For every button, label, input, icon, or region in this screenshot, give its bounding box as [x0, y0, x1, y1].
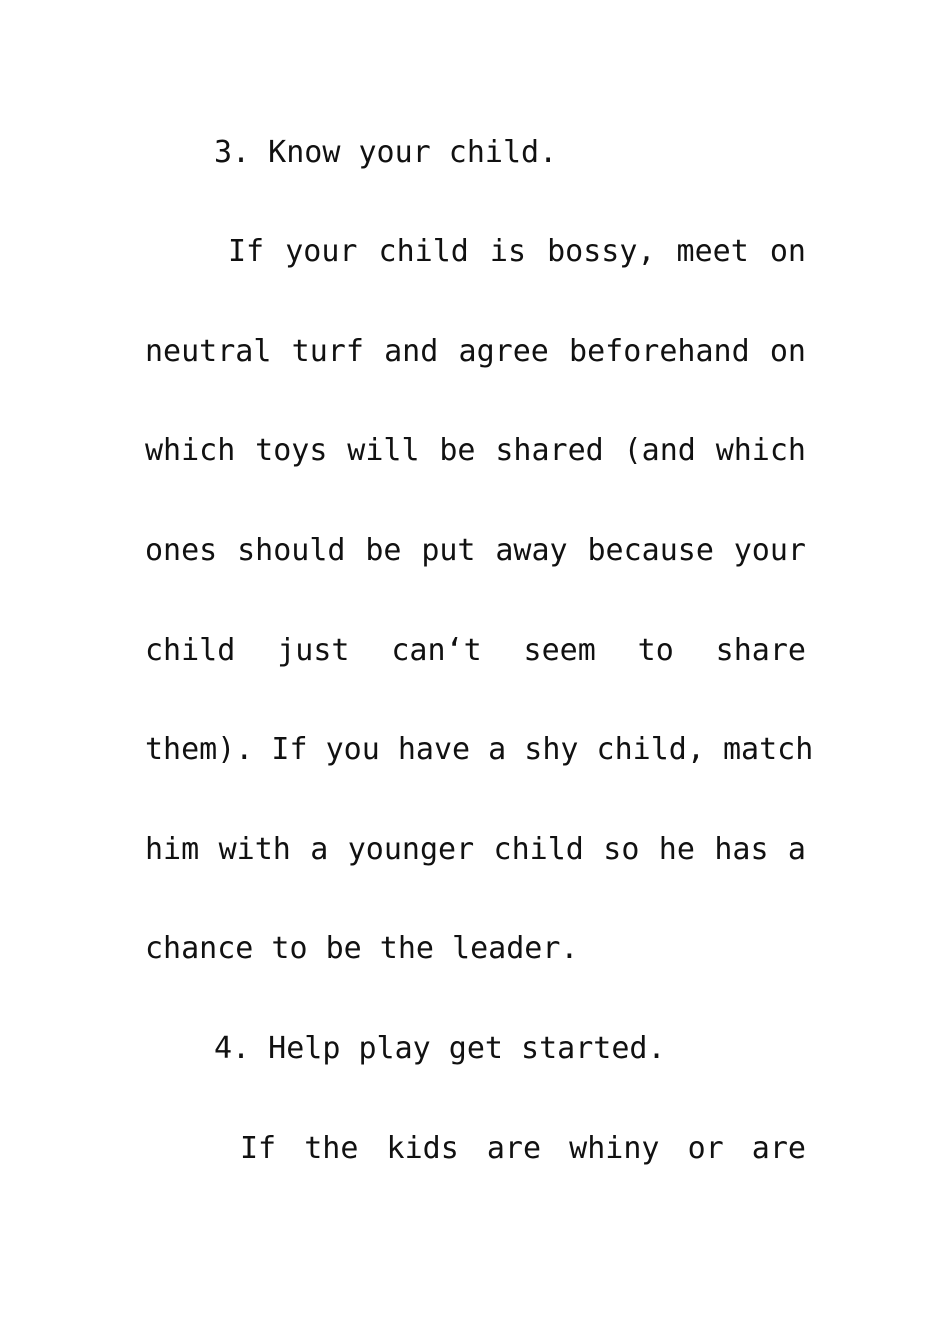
paragraph-3-line-7: him with a younger child so he has a	[145, 832, 806, 867]
paragraph-3-line-4: ones should be put away because your	[145, 533, 806, 568]
section-heading-4: 4. Help play get started.	[214, 1031, 666, 1066]
paragraph-3-line-5: child just can‘t seem to share	[145, 633, 806, 668]
paragraph-3-line-6: them). If you have a shy child, match	[145, 732, 814, 767]
section-heading-3: 3. Know your child.	[214, 135, 558, 170]
paragraph-3-line-1: If your child is bossy, meet on	[228, 234, 806, 269]
paragraph-3-line-8: chance to be the leader.	[145, 931, 579, 966]
paragraph-3-line-3: which toys will be shared (and which	[145, 433, 806, 468]
paragraph-4-line-1: If the kids are whiny or are	[240, 1131, 806, 1166]
paragraph-3-line-2: neutral turf and agree beforehand on	[145, 334, 806, 369]
